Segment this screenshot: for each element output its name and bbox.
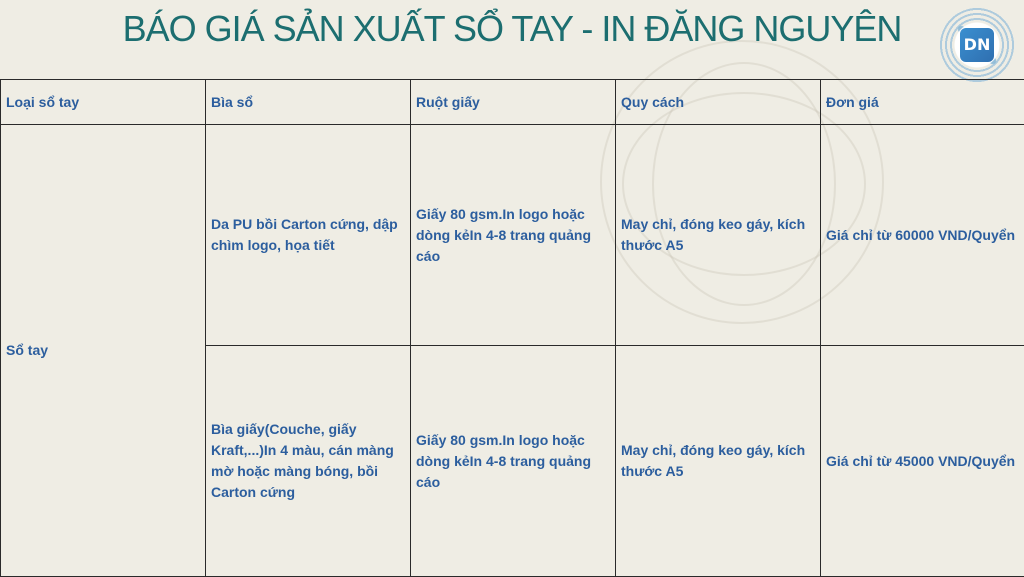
category-cell: Sổ tay: [1, 125, 206, 577]
price-table: [0, 79, 1024, 577]
table-header-row: [1, 80, 1024, 125]
price-cell: Giá chỉ từ 45000 VND/Quyển: [821, 346, 1024, 577]
header-cover: Bìa sổ: [206, 80, 411, 125]
logo-mark: DN: [960, 28, 994, 62]
table-row: [1, 125, 1024, 346]
cover-cell: Bìa giấy(Couche, giấy Kraft,...)In 4 màu, cán màng mờ hoặc màng bóng, bồi Carton cứng: [206, 346, 411, 577]
spec-cell: May chỉ, đóng keo gáy, kích thước A5: [616, 346, 821, 577]
header-paper: Ruột giấy: [411, 80, 616, 125]
page-title: BÁO GIÁ SẢN XUẤT SỔ TAY - IN ĐĂNG NGUYÊN: [0, 8, 1024, 50]
paper-cell: Giấy 80 gsm.In logo hoặc dòng kẻIn 4-8 trang quảng cáo: [411, 125, 616, 346]
brand-logo: [938, 6, 1016, 84]
header-price: Đơn giá: [821, 80, 1024, 125]
header-spec: Quy cách: [616, 80, 821, 125]
header-notebook-type: Loại sổ tay: [1, 80, 206, 125]
spec-cell: May chỉ, đóng keo gáy, kích thước A5: [616, 125, 821, 346]
price-cell: Giá chỉ từ 60000 VND/Quyển: [821, 125, 1024, 346]
paper-cell: Giấy 80 gsm.In logo hoặc dòng kẻIn 4-8 trang quảng cáo: [411, 346, 616, 577]
cover-cell: Da PU bồi Carton cứng, dập chìm logo, họa tiết: [206, 125, 411, 346]
